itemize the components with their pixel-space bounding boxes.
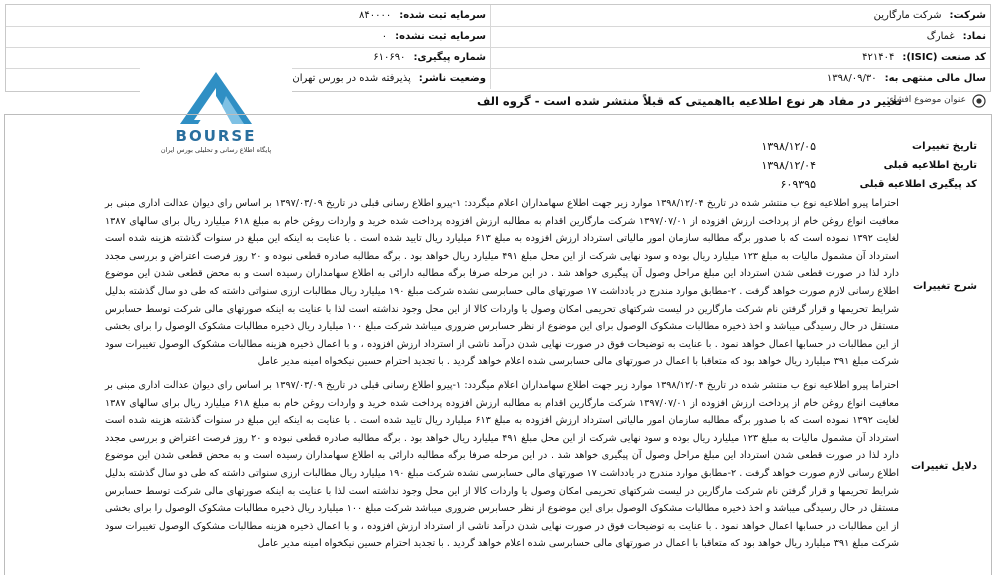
- target-bullet-icon: [972, 94, 986, 108]
- isic-value: ۴۲۱۴۰۴: [862, 52, 895, 63]
- tracking-number-value: ۶۱۰۶۹۰: [373, 52, 406, 63]
- registered-capital-label: سرمایه ثبت شده:: [399, 10, 486, 21]
- info-row-symbol: [6, 26, 990, 48]
- change-date-value: ۱۳۹۸/۱۲/۰۵: [761, 140, 816, 153]
- previous-notice-date-label: تاریخ اطلاعیه قبلی: [883, 160, 977, 171]
- logo-tagline: پایگاه اطلاع رسانی و تحلیلی بورس ایران: [160, 146, 272, 154]
- previous-tracking-code-value: ۶۰۹۳۹۵: [780, 178, 816, 191]
- info-row-company: [6, 5, 990, 27]
- subject-label: عنوان موضوع افشاء:: [886, 95, 966, 105]
- announcement-content: [4, 114, 992, 575]
- disclosure-subject: [150, 92, 988, 112]
- publisher-status-label: وضعیت ناشر:: [418, 73, 486, 84]
- fiscal-year-value: ۱۳۹۸/۰۹/۳۰: [826, 73, 877, 84]
- change-date-label: تاریخ تغییرات: [912, 141, 977, 152]
- tracking-number-label: شماره پیگیری:: [413, 52, 486, 63]
- fiscal-year-label: سال مالی منتهی به:: [884, 73, 986, 84]
- registered-capital-value: ۸۴۰۰۰۰: [359, 10, 392, 21]
- subject-text: تغییر در مفاد هر نوع اطلاعیه بااهمیتی که قبلاً منتشر شده است - گروه الف: [476, 94, 902, 108]
- unregistered-capital-value: ۰: [381, 31, 388, 42]
- isic-label: کد صنعت (ISIC):: [902, 52, 986, 63]
- changes-reasons-text: احتراما پیرو اطلاعیه نوع ب منتشر شده در تاریخ ۱۳۹۸/۱۲/۰۴ موارد زیر جهت اطلاع سهامداران اعلام میگردد: ۱-پیرو اطلاع رسانی قبلی در تاریخ ۱۳۹۷/۰۳/۰۹ بر اساس رای دیوان عدالت اداری مبنی بر معافیت انواع روغن خام از پرداخت ارزش افزوده از ۱۳۹۷/۰۷/۰۱ شرکت مارگارین اقدام به مطالبه ارزش افزوده پرداخت شده خرید و واردات روغن خام به مبلغ ۶۱۸ میلیارد ریال برای سالهای ۱۳۸۷ لغایت ۱۳۹۲ نموده است که با صدور برگه مطالبه سازمان امور مالیاتی استرداد ارزش افزوده به مبلغ ۶۱۳ میلیارد ریال تایید شده است . با عنایت به اینکه این مبلغ در سنوات گذشته هزینه شده است استرداد آن مشمول مالیات به مبلغ ۱۲۳ میلیارد ریال بوده و سود نهایی شرکت از این محل مبلغ ۴۹۱ میلیارد ریال خواهد بود . برگه مطالبه صادره قطعی نبوده و ۲۰ روز فرصت اعتراض و بررسی مجدد دارد لذا در صورت قطعی شدن استرداد این مبلغ مراحل وصول آن پیگیری خواهد شد . در این مرحله صرفا برگه مطالبه دارائی به اطلاع سهامداران رسیده است و به محض قطعی شدن این موضوع اطلاع رسانی لازم صورت خواهد گرفت . ۲-مطابق موارد مندرج در یادداشت ۱۷ صورتهای مالی حسابرسی نشده شرکت مبلغ ۱۹۰ میلیارد ریال مطالبات ارزی سنواتی داشته که طی دو سال گذشته بدلیل شرایط تحریمها و قرار گرفتن نام شرکت مارگارین در لیست شرکتهای تحریمی امکان وصول یا واردات کالا از این محل وجود نداشته است لذا با عنایت به اینکه صورتهای مالی شرکت توسط حسابرس مستقل در حال رسیدگی میباشد و اخذ ذخیره مطالبات مشکوک الوصول برای این موضوع از نظر حسابرس ضروری میباشد شرکت مبلغ ۱۰۰ میلیارد ریال ذخیره مطالبات مشکوک الوصول را برای بخشی از این مطالبات در حسابها اعمال خواهد نمود . با عنایت به توضیحات فوق در صورت نهایی شدن درآمد ناشی از استرداد ارزش افزوده ، و با اعمال ذخیره هزینه مطالبات مشکوک الوصول تغییرات سود شرکت مبلغ ۳۹۱ میلیارد ریال خواهد بود که متعاقبا با اعمال در صورتهای مالی حسابرسی شده اعلام خواهد گردید . با تجدید احترام حسین نیکخواه امینه مدیر عامل: [105, 380, 900, 550]
- symbol-label: نماد:: [962, 31, 986, 42]
- changes-description-label: شرح تغییرات: [912, 281, 977, 292]
- company-value: شرکت مارگارین: [873, 10, 942, 21]
- symbol-value: غمارگ: [926, 31, 955, 42]
- changes-reasons-label: دلایل تغییرات: [910, 461, 977, 472]
- previous-tracking-code-label: کد پیگیری اطلاعیه قبلی: [859, 179, 977, 190]
- previous-notice-date-value: ۱۳۹۸/۱۲/۰۴: [761, 159, 816, 172]
- publisher-status-value: پذیرفته شده در بورس تهران: [292, 73, 411, 84]
- unregistered-capital-label: سرمایه ثبت نشده:: [395, 31, 486, 42]
- changes-description-text: احتراما پیرو اطلاعیه نوع ب منتشر شده در تاریخ ۱۳۹۸/۱۲/۰۴ موارد زیر جهت اطلاع سهامداران اعلام میگردد: ۱-پیرو اطلاع رسانی قبلی در تاریخ ۱۳۹۷/۰۳/۰۹ بر اساس رای دیوان عدالت اداری مبنی بر معافیت انواع روغن خام از پرداخت ارزش افزوده از ۱۳۹۷/۰۷/۰۱ شرکت مارگارین اقدام به مطالبه ارزش افزوده پرداخت شده خرید و واردات روغن خام به مبلغ ۶۱۸ میلیارد ریال برای سالهای ۱۳۸۷ لغایت ۱۳۹۲ نموده است که با صدور برگه مطالبه سازمان امور مالیاتی استرداد ارزش افزوده به مبلغ ۶۱۳ میلیارد ریال تایید شده است . با عنایت به اینکه این مبلغ در سنوات گذشته هزینه شده است استرداد آن مشمول مالیات به مبلغ ۱۲۳ میلیارد ریال بوده و سود نهایی شرکت از این محل مبلغ ۴۹۱ میلیارد ریال خواهد بود . برگه مطالبه صادره قطعی نبوده و ۲۰ روز فرصت اعتراض و بررسی مجدد دارد لذا در صورت قطعی شدن استرداد این مبلغ مراحل وصول آن پیگیری خواهد شد . در این مرحله صرفا برگه مطالبه دارائی به اطلاع سهامداران رسیده است و به محض قطعی شدن این موضوع اطلاع رسانی لازم صورت خواهد گرفت . ۲-مطابق موارد مندرج در یادداشت ۱۷ صورتهای مالی حسابرسی نشده شرکت مبلغ ۱۹۰ میلیارد ریال مطالبات ارزی سنواتی داشته که طی دو سال گذشته بدلیل شرایط تحریمها و قرار گرفتن نام شرکت مارگارین در لیست شرکتهای تحریمی امکان وصول یا واردات کالا از این محل وجود نداشته است لذا با عنایت به اینکه صورتهای مالی شرکت توسط حسابرس مستقل در حال رسیدگی میباشد و اخذ ذخیره مطالبات مشکوک الوصول برای این موضوع از نظر حسابرس ضروری میباشد شرکت مبلغ ۱۰۰ میلیارد ریال ذخیره مطالبات مشکوک الوصول را برای بخشی از این مطالبات در حسابها اعمال خواهد نمود . با عنایت به توضیحات فوق در صورت نهایی شدن درآمد ناشی از استرداد ارزش افزوده ، و با اعمال ذخیره هزینه مطالبات مشکوک الوصول تغییرات سود شرکت مبلغ ۳۹۱ میلیارد ریال خواهد بود که متعاقبا با اعمال در صورتهای مالی حسابرسی شده اعلام خواهد گردید . با تجدید احترام حسین نیکخواه امینه مدیر عامل: [105, 198, 900, 368]
- company-label: شرکت:: [949, 10, 986, 21]
- logo-brand-text: BOURSE: [175, 127, 257, 145]
